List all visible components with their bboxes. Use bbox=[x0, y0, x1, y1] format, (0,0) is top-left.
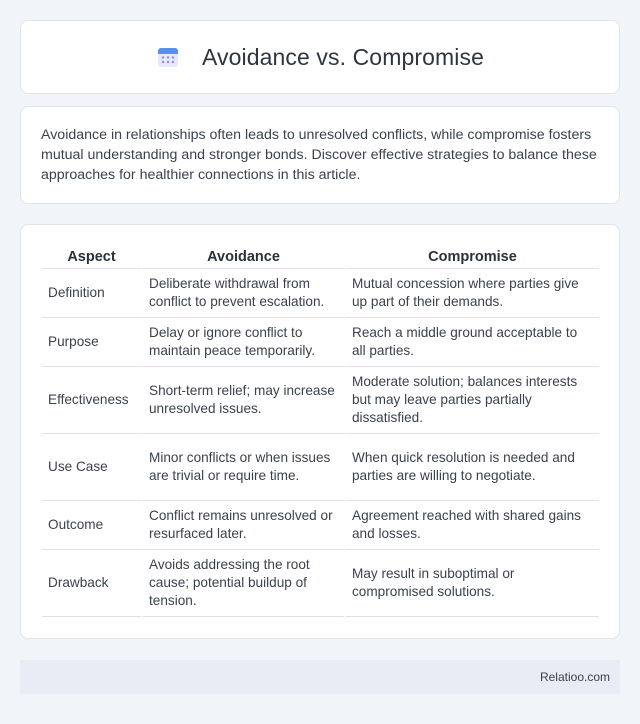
intro-card bbox=[20, 106, 620, 204]
cell-aspect: Outcome bbox=[42, 501, 141, 550]
title-card bbox=[20, 20, 620, 94]
cell-compromise: May result in suboptimal or compromised solutions. bbox=[344, 550, 599, 617]
header-compromise: Compromise bbox=[344, 247, 599, 269]
cell-avoidance: Delay or ignore conflict to maintain peace temporarily. bbox=[141, 318, 344, 367]
cell-avoidance: Deliberate withdrawal from conflict to prevent escalation. bbox=[141, 269, 344, 318]
cell-avoidance: Conflict remains unresolved or resurfaced later. bbox=[141, 501, 344, 550]
table-row bbox=[42, 501, 599, 550]
cell-compromise: Moderate solution; balances interests but may leave parties partially dissatisfied. bbox=[344, 367, 599, 434]
cell-avoidance: Avoids addressing the root cause; potential buildup of tension. bbox=[141, 550, 344, 617]
comparison-card bbox=[20, 224, 620, 639]
header-avoidance: Avoidance bbox=[141, 247, 344, 269]
header-aspect: Aspect bbox=[42, 247, 141, 269]
cell-compromise: Mutual concession where parties give up part of their demands. bbox=[344, 269, 599, 318]
comparison-table bbox=[42, 247, 599, 617]
cell-avoidance: Short-term relief; may increase unresolved issues. bbox=[141, 367, 344, 434]
cell-compromise: Reach a middle ground acceptable to all parties. bbox=[344, 318, 599, 367]
table-row bbox=[42, 318, 599, 367]
calendar-icon bbox=[156, 45, 180, 69]
table-header-row bbox=[42, 247, 599, 269]
page-title: Avoidance vs. Compromise bbox=[202, 43, 484, 70]
cell-aspect: Effectiveness bbox=[42, 367, 141, 434]
footer bbox=[20, 660, 620, 694]
table-row bbox=[42, 367, 599, 434]
title-wrap bbox=[156, 44, 484, 71]
cell-aspect: Use Case bbox=[42, 434, 141, 501]
cell-avoidance: Minor conflicts or when issues are trivial or require time. bbox=[141, 434, 344, 501]
cell-aspect: Definition bbox=[42, 269, 141, 318]
cell-compromise: Agreement reached with shared gains and losses. bbox=[344, 501, 599, 550]
cell-compromise: When quick resolution is needed and parties are willing to negotiate. bbox=[344, 434, 599, 501]
table-row bbox=[42, 269, 599, 318]
footer-brand: Relatioo.com bbox=[539, 670, 610, 684]
table-row bbox=[42, 550, 599, 617]
intro-text: Avoidance in relationships often leads to unresolved conflicts, while compromise fosters mutual understanding and stronger bonds. Discover effective strategies to balance these approaches for healthier connections in this article. bbox=[41, 127, 597, 183]
table-row bbox=[42, 434, 599, 501]
cell-aspect: Purpose bbox=[42, 318, 141, 367]
cell-aspect: Drawback bbox=[42, 550, 141, 617]
